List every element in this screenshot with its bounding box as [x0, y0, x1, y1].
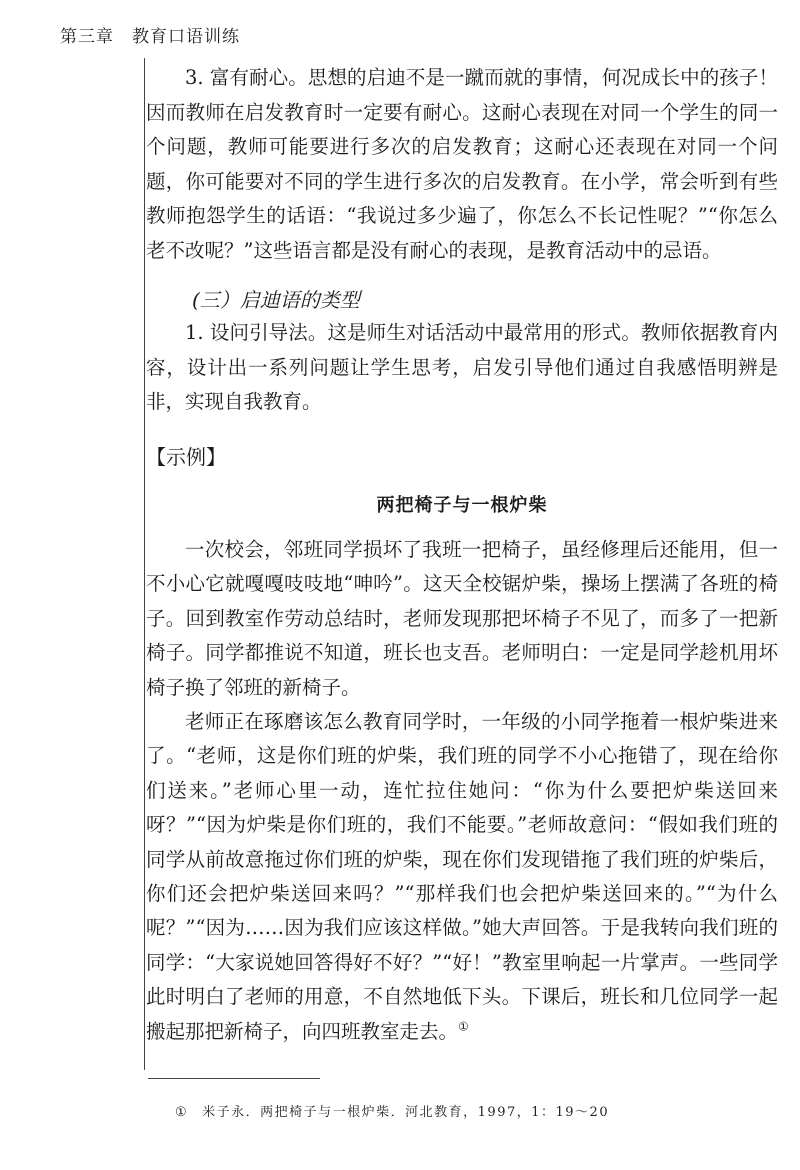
running-header	[60, 22, 240, 47]
paragraph-method: 1. 设问引导法。这是师生对话活动中最常用的形式。教师依据教育内容，设计出一系列问题让学生思考，启发引导他们通过自我感悟明辨是非，实现自我教育。	[146, 321, 778, 414]
section-heading	[146, 283, 778, 318]
section-patience	[146, 61, 778, 269]
footnote-divider	[148, 1078, 320, 1079]
example-label: 【示例】	[146, 445, 226, 469]
footnote-reference[interactable]: ①	[458, 1019, 469, 1034]
example-story	[146, 533, 778, 1049]
footnote-mark: ①	[175, 1105, 189, 1120]
section-method	[146, 316, 778, 420]
story-paragraph-1: 一次校会，邻班同学损坏了我班一把椅子，虽经修理后还能用，但一不小心它就嘎嘎吱吱地“呻吟”。这天全校锯炉柴，操场上摆满了各班的椅子。回到教室作劳动总结时，老师发现那把坏椅子不见了，而多了一把新椅子。同学都推说不知道，班长也支吾。老师明白：一定是同学趁机用坏椅子换了邻班的新椅子。	[146, 538, 778, 699]
footnote-citation: 米子永．两把椅子与一根炉柴．河北教育，1997，1：19～20	[202, 1105, 610, 1120]
footnote	[175, 1101, 609, 1120]
story-paragraph-2	[146, 705, 778, 1049]
chapter-number: 第三章	[60, 27, 114, 47]
section-subheading: (三）启迪语的类型	[192, 288, 360, 312]
story-paragraph-2-text: 老师正在琢磨该怎么教育同学时，一年级的小同学拖着一根炉柴进来了。“老师，这是你们班的炉柴，我们班的同学不小心拖错了，现在给你们送来。”老师心里一动，连忙拉住她问：“你为什么要把炉柴送回来呀？”“因为炉柴是你们班的，我们不能要。”老师故意问：“假如我们班的同学从前故意拖过你们班的炉柴，现在你们发现错拖了我们班的炉柴后，你们还会把炉柴送回来吗？”“那样我们也会把炉柴送回来的。”“为什么呢？”“因为……因为我们应该这样做。”她大声回答。于是我转向我们班的同学：“大家说她回答得好不好？”“好！”教室里响起一片掌声。一些同学此时明白了老师的用意，不自然地低下头。下课后，班长和几位同学一起搬起那把新椅子，向四班教室走去。	[146, 710, 778, 1043]
example-title: 两把椅子与一根炉柴	[376, 495, 548, 516]
left-margin-rule	[144, 58, 145, 1070]
paragraph-patience: 3. 富有耐心。思想的启迪不是一蹴而就的事情，何况成长中的孩子！因而教师在启发教育时一定要有耐心。这耐心表现在对同一个学生的同一个问题，教师可能要进行多次的启发教育；这耐心还表现在对同一个问题，你可能要对不同的学生进行多次的启发教育。在小学，常会听到有些教师抱怨学生的话语：“我说过多少遍了，你怎么不长记性呢？”“你怎么老不改呢？”这些语言都是没有耐心的表现，是教育活动中的忌语。	[146, 66, 778, 262]
chapter-title: 教育口语训练	[132, 27, 240, 47]
